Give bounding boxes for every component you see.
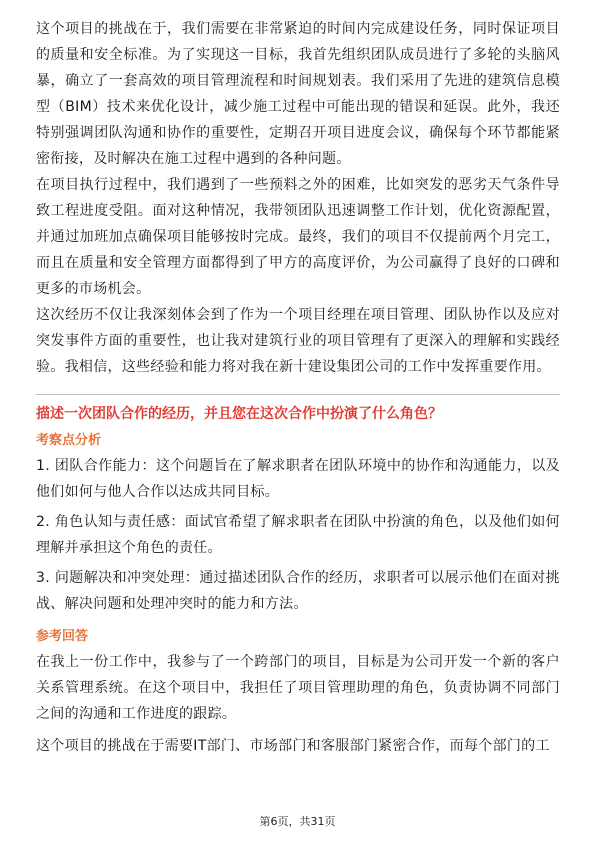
page-footer: 第6页，共31页 [259,815,336,828]
intro-paragraph-2: 在项目执行过程中，我们遇到了一些预料之外的困难，比如突发的恶劣天气条件导致工程进度受阻。面对这种情况，我带领团队迅速调整工作计划，优化资源配置，并通过加班加点确保项目能够按时完成。最终，我们的项目不仅提前两个月完工，而且在质量和安全管理方面都得到了甲方的高度评价，为公司赢得了良好的口碑和更多的市场机会。 [36,177,560,297]
analysis-item-2: 2. 角色认知与责任感：面试官希望了解求职者在团队中扮演的角色，以及他们如何理解并承担这个角色的责任。 [36,514,560,556]
analysis-heading: 考察点分析 [36,433,102,448]
reference-answer-section [36,625,560,759]
reference-heading: 参考回答 [36,629,89,644]
analysis-item-3: 3. 问题解决和冲突处理：通过描述团队合作的经历，求职者可以展示他们在面对挑战、解决问题和处理冲突时的能力和方法。 [36,570,560,612]
intro-paragraph-1: 这个项目的挑战在于，我们需要在非常紧迫的时间内完成建设任务，同时保证项目的质量和安全标准。为了实现这一目标，我首先组织团队成员进行了多轮的头脑风暴，确立了一套高效的项目管理流程和时间规划表。我们采用了先进的建筑信息模型（BIM）技术来优化设计，减少施工过程中可能出现的错误和延误。此外，我还特别强调团队沟通和协作的重要性，定期召开项目进度会议，确保每个环节都能紧密衔接，及时解决在施工过程中遇到的各种问题。 [36,21,560,167]
interview-question: 描述一次团队合作的经历，并且您在这次合作中扮演了什么角色？ [36,406,442,422]
intro-section [36,16,560,380]
analysis-item-1: 1. 团队合作能力：这个问题旨在了解求职者在团队环境中的协作和沟通能力，以及他们如何与他人合作以达成共同目标。 [36,458,560,500]
reference-paragraph-1: 在我上一份工作中，我参与了一个跨部门的项目，目标是为公司开发一个新的客户关系管理系统。在这个项目中，我担任了项目管理助理的角色，负责协调不同部门之间的沟通和工作进度的跟踪。 [36,654,560,722]
analysis-section [36,429,560,617]
intro-paragraph-3: 这次经历不仅让我深刻体会到了作为一个项目经理在项目管理、团队协作以及应对突发事件方面的重要性，也让我对建筑行业的项目管理有了更深入的理解和实践经验。我相信，这些经验和能力将对我在新十建设集团公司的工作中发挥重要作用。 [36,307,560,375]
reference-paragraph-2: 这个项目的挑战在于需要IT部门、市场部门和客服部门紧密合作，而每个部门的工 [36,738,550,754]
page-content [36,16,560,765]
section-divider [36,394,560,395]
